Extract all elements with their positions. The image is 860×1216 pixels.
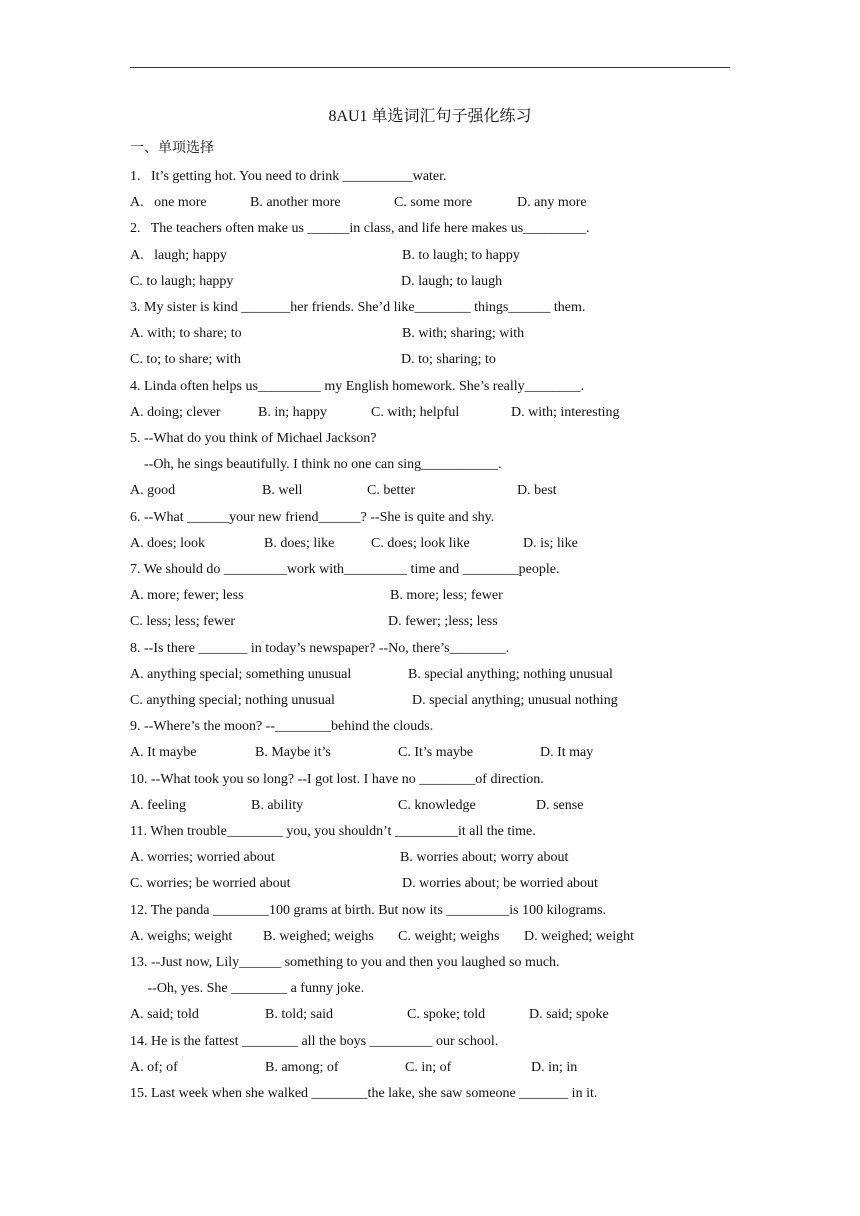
option: C. in; of: [405, 1059, 452, 1075]
option: C. anything special; nothing unusual: [130, 693, 335, 708]
question-line: 2. The teachers often make us ______in class, and life here makes us_________.: [130, 221, 590, 237]
option: B. weighed; weighs: [263, 928, 374, 944]
option: D. fewer; ;less; less: [388, 614, 498, 630]
option: D. weighed; weight: [524, 928, 635, 944]
question-line: 10. --What took you so long? --I got lost. I have no ________of direction.: [130, 771, 544, 787]
option: C. some more: [394, 195, 473, 211]
option: D. with; interesting: [511, 404, 620, 420]
question-line: 9. --Where’s the moon? --________behind the clouds.: [130, 719, 434, 735]
question-line: 12. The panda ________100 grams at birth. But now its _________is 100 kilograms.: [130, 902, 607, 918]
option: D. any more: [517, 195, 587, 211]
option: B. in; happy: [258, 404, 327, 420]
header-rule: [130, 67, 730, 68]
option: C. better: [367, 483, 416, 499]
option: B. another more: [250, 195, 341, 211]
option: C. spoke; told: [407, 1007, 486, 1023]
page-title: 8AU1 单选词汇句子强化练习: [328, 108, 532, 125]
option: C. does; look like: [371, 535, 470, 551]
option: C. weight; weighs: [398, 928, 500, 944]
option: D. It may: [540, 745, 594, 761]
option: D. is; like: [523, 535, 578, 551]
option: B. does; like: [264, 535, 335, 551]
option: A. one more: [130, 195, 207, 211]
option: B. worries about; worry about: [400, 850, 569, 866]
option: B. special anything; nothing unusual: [408, 666, 613, 682]
option: B. told; said: [265, 1007, 334, 1023]
question-line: --Oh, yes. She ________ a funny joke.: [130, 981, 365, 997]
option: A. more; fewer; less: [130, 588, 244, 604]
option: A. laugh; happy: [130, 247, 227, 263]
question-line: 1. It’s getting hot. You need to drink __________water.: [130, 169, 447, 184]
option: B. to laugh; to happy: [402, 247, 520, 263]
option: D. in; in: [531, 1059, 578, 1075]
option: C. knowledge: [398, 797, 476, 813]
option: C. It’s maybe: [398, 745, 474, 761]
question-line: 8. --Is there _______ in today’s newspaper? --No, there’s________.: [130, 640, 510, 656]
option: A. with; to share; to: [130, 326, 242, 342]
question-line: 13. --Just now, Lily______ something to you and then you laughed so much.: [130, 955, 560, 970]
question-line: 5. --What do you think of Michael Jackson?: [130, 431, 377, 446]
option: A. anything special; something unusual: [130, 666, 352, 682]
question-line: 4. Linda often helps us_________ my English homework. She’s really________.: [130, 378, 585, 394]
question-line: 15. Last week when she walked ________the lake, she saw someone _______ in it.: [130, 1086, 598, 1101]
option: D. laugh; to laugh: [401, 273, 503, 289]
question-line: --Oh, he sings beautifully. I think no one can sing___________.: [130, 457, 502, 473]
option: A. good: [130, 483, 176, 499]
option: B. with; sharing; with: [402, 326, 525, 342]
question-line: 11. When trouble________ you, you shouldn’t _________it all the time.: [130, 824, 536, 839]
option: D. said; spoke: [529, 1007, 609, 1023]
option: A. doing; clever: [130, 404, 221, 420]
question-line: 7. We should do _________work with_________ time and ________people.: [130, 562, 560, 577]
option: B. more; less; fewer: [390, 588, 503, 604]
option: C. worries; be worried about: [130, 876, 291, 892]
option: B. among; of: [265, 1059, 339, 1075]
option: D. to; sharing; to: [401, 352, 496, 368]
section-heading: 一、单项选择: [130, 141, 214, 156]
option: A. does; look: [130, 535, 206, 551]
option: D. worries about; be worried about: [402, 876, 598, 892]
option: B. Maybe it’s: [255, 745, 331, 761]
option: A. feeling: [130, 797, 186, 813]
option: A. worries; worried about: [130, 850, 275, 866]
option: B. ability: [251, 797, 304, 813]
question-line: 6. --What ______your new friend______? --She is quite and shy.: [130, 509, 495, 525]
option: A. It maybe: [130, 745, 197, 761]
option: D. sense: [536, 797, 584, 813]
option: C. less; less; fewer: [130, 614, 235, 630]
question-line: 3. My sister is kind _______her friends. She’d like________ things______ them.: [130, 300, 586, 315]
option: D. special anything; unusual nothing: [412, 693, 618, 708]
option: A. of; of: [130, 1059, 178, 1075]
option: A. weighs; weight: [130, 928, 233, 944]
option: C. to; to share; with: [130, 352, 241, 368]
option: A. said; told: [130, 1007, 199, 1023]
option: D. best: [517, 483, 557, 499]
option: C. to laugh; happy: [130, 273, 234, 289]
option: B. well: [262, 483, 303, 499]
option: C. with; helpful: [371, 404, 460, 420]
question-line: 14. He is the fattest ________ all the boys _________ our school.: [130, 1033, 499, 1049]
